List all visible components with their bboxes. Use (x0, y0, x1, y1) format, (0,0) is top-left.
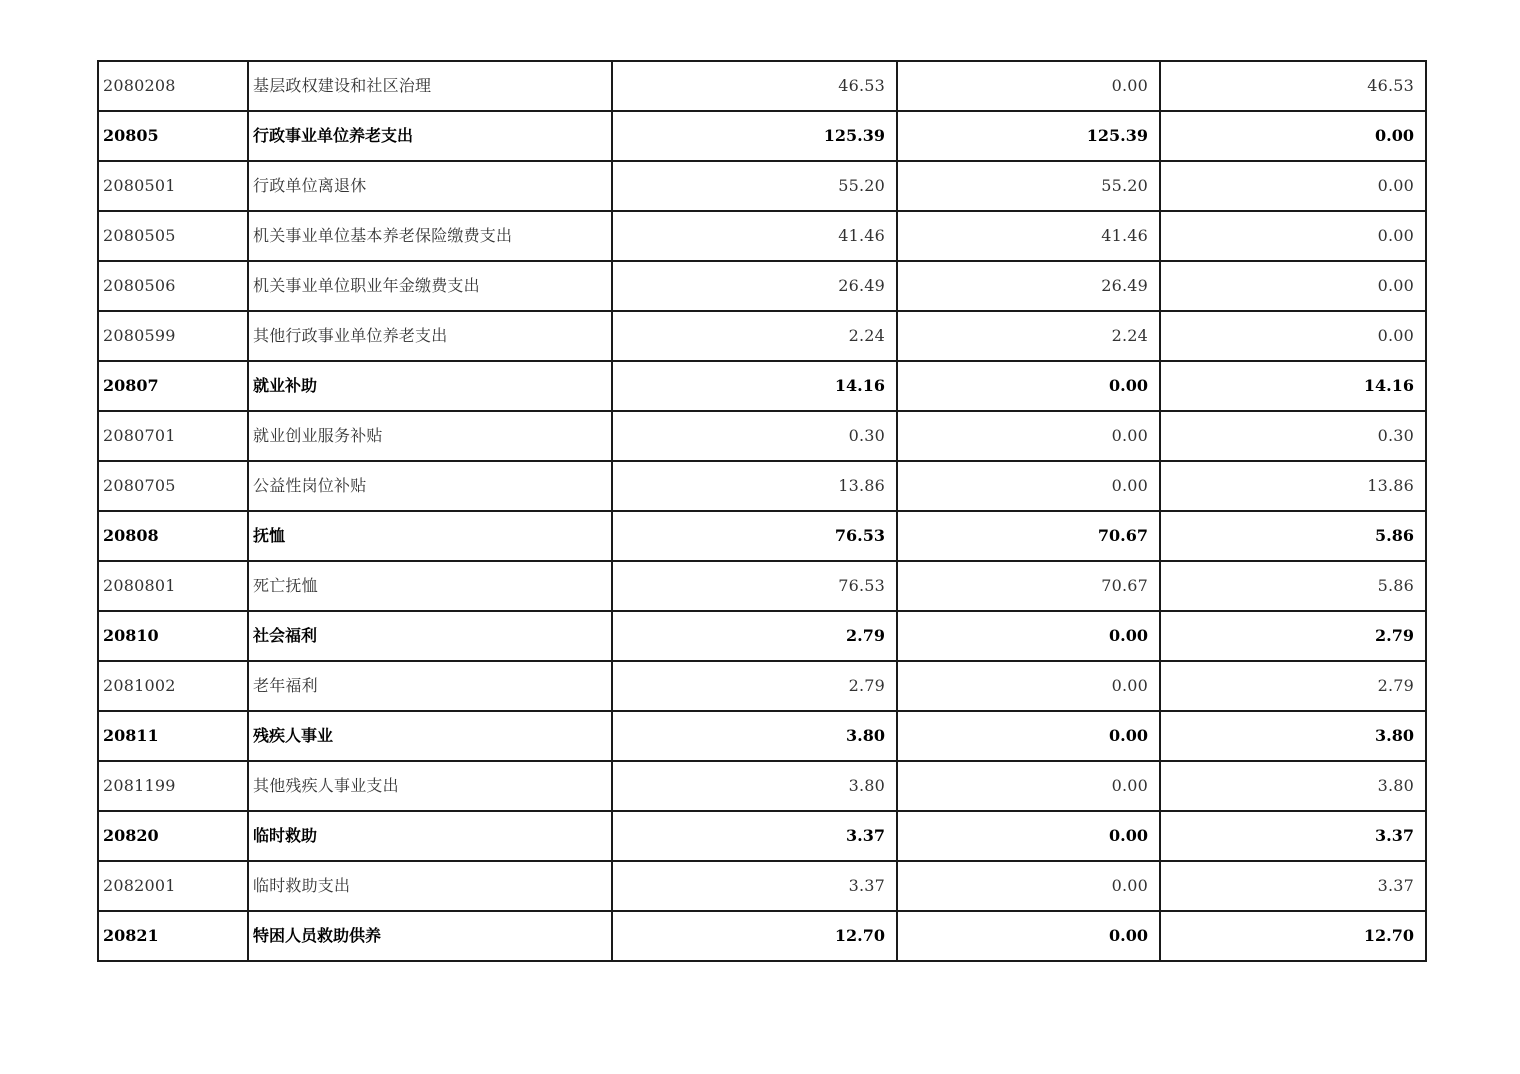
subject-name-cell: 其他行政事业单位养老支出 (248, 311, 612, 361)
subject-name-cell: 就业补助 (248, 361, 612, 411)
total-amount-cell: 2.79 (612, 611, 897, 661)
total-amount-cell: 14.16 (612, 361, 897, 411)
basic-expenditure-cell: 0.00 (897, 661, 1160, 711)
table-row-item (98, 61, 1426, 111)
project-expenditure-cell: 13.86 (1160, 461, 1426, 511)
project-expenditure-cell: 3.80 (1160, 711, 1426, 761)
subject-code-cell: 20810 (98, 611, 248, 661)
total-amount-cell: 46.53 (612, 61, 897, 111)
subject-code-cell: 20821 (98, 911, 248, 961)
basic-expenditure-cell: 0.00 (897, 611, 1160, 661)
project-expenditure-cell: 5.86 (1160, 511, 1426, 561)
subject-code-cell: 2080701 (98, 411, 248, 461)
subject-code-cell: 2080801 (98, 561, 248, 611)
basic-expenditure-cell: 55.20 (897, 161, 1160, 211)
subject-name-cell: 行政事业单位养老支出 (248, 111, 612, 161)
subject-code-cell: 20811 (98, 711, 248, 761)
total-amount-cell: 12.70 (612, 911, 897, 961)
subject-name-cell: 抚恤 (248, 511, 612, 561)
table-row-item (98, 861, 1426, 911)
subject-name-cell: 老年福利 (248, 661, 612, 711)
basic-expenditure-cell: 0.00 (897, 411, 1160, 461)
total-amount-cell: 76.53 (612, 511, 897, 561)
budget-expenditure-table (97, 60, 1427, 962)
subject-code-cell: 20805 (98, 111, 248, 161)
basic-expenditure-cell: 0.00 (897, 761, 1160, 811)
project-expenditure-cell: 3.80 (1160, 761, 1426, 811)
project-expenditure-cell: 0.00 (1160, 311, 1426, 361)
project-expenditure-cell: 0.00 (1160, 211, 1426, 261)
table-row-item (98, 161, 1426, 211)
subject-code-cell: 2080705 (98, 461, 248, 511)
subject-name-cell: 机关事业单位基本养老保险缴费支出 (248, 211, 612, 261)
total-amount-cell: 3.37 (612, 811, 897, 861)
subject-name-cell: 临时救助 (248, 811, 612, 861)
table-row-category (98, 511, 1426, 561)
subject-code-cell: 2080501 (98, 161, 248, 211)
table-body (98, 61, 1426, 961)
table-row-category (98, 611, 1426, 661)
basic-expenditure-cell: 0.00 (897, 711, 1160, 761)
table-row-item (98, 211, 1426, 261)
subject-name-cell: 基层政权建设和社区治理 (248, 61, 612, 111)
subject-code-cell: 2081002 (98, 661, 248, 711)
basic-expenditure-cell: 26.49 (897, 261, 1160, 311)
table-row-item (98, 261, 1426, 311)
table-row-category (98, 811, 1426, 861)
total-amount-cell: 3.80 (612, 711, 897, 761)
table-row-item (98, 661, 1426, 711)
total-amount-cell: 3.80 (612, 761, 897, 811)
project-expenditure-cell: 0.00 (1160, 111, 1426, 161)
total-amount-cell: 26.49 (612, 261, 897, 311)
project-expenditure-cell: 14.16 (1160, 361, 1426, 411)
total-amount-cell: 55.20 (612, 161, 897, 211)
subject-code-cell: 2081199 (98, 761, 248, 811)
subject-name-cell: 特困人员救助供养 (248, 911, 612, 961)
basic-expenditure-cell: 0.00 (897, 461, 1160, 511)
subject-name-cell: 死亡抚恤 (248, 561, 612, 611)
subject-code-cell: 2080208 (98, 61, 248, 111)
basic-expenditure-cell: 70.67 (897, 511, 1160, 561)
total-amount-cell: 2.24 (612, 311, 897, 361)
basic-expenditure-cell: 125.39 (897, 111, 1160, 161)
total-amount-cell: 2.79 (612, 661, 897, 711)
project-expenditure-cell: 3.37 (1160, 861, 1426, 911)
basic-expenditure-cell: 0.00 (897, 361, 1160, 411)
total-amount-cell: 76.53 (612, 561, 897, 611)
basic-expenditure-cell: 70.67 (897, 561, 1160, 611)
total-amount-cell: 125.39 (612, 111, 897, 161)
table-row-category (98, 361, 1426, 411)
subject-code-cell: 2080505 (98, 211, 248, 261)
table-row-item (98, 561, 1426, 611)
basic-expenditure-cell: 0.00 (897, 61, 1160, 111)
project-expenditure-cell: 5.86 (1160, 561, 1426, 611)
basic-expenditure-cell: 0.00 (897, 811, 1160, 861)
subject-code-cell: 20808 (98, 511, 248, 561)
subject-name-cell: 行政单位离退休 (248, 161, 612, 211)
subject-code-cell: 2080506 (98, 261, 248, 311)
subject-code-cell: 20820 (98, 811, 248, 861)
project-expenditure-cell: 0.00 (1160, 261, 1426, 311)
project-expenditure-cell: 3.37 (1160, 811, 1426, 861)
table-row-item (98, 761, 1426, 811)
subject-code-cell: 2082001 (98, 861, 248, 911)
total-amount-cell: 0.30 (612, 411, 897, 461)
total-amount-cell: 3.37 (612, 861, 897, 911)
table-row-item (98, 411, 1426, 461)
basic-expenditure-cell: 0.00 (897, 861, 1160, 911)
table-row-category (98, 911, 1426, 961)
total-amount-cell: 13.86 (612, 461, 897, 511)
subject-name-cell: 残疾人事业 (248, 711, 612, 761)
basic-expenditure-cell: 41.46 (897, 211, 1160, 261)
table-row-item (98, 311, 1426, 361)
subject-code-cell: 2080599 (98, 311, 248, 361)
project-expenditure-cell: 0.00 (1160, 161, 1426, 211)
subject-name-cell: 机关事业单位职业年金缴费支出 (248, 261, 612, 311)
table-row-category (98, 111, 1426, 161)
subject-name-cell: 临时救助支出 (248, 861, 612, 911)
project-expenditure-cell: 2.79 (1160, 611, 1426, 661)
subject-code-cell: 20807 (98, 361, 248, 411)
subject-name-cell: 其他残疾人事业支出 (248, 761, 612, 811)
table-row-category (98, 711, 1426, 761)
project-expenditure-cell: 0.30 (1160, 411, 1426, 461)
total-amount-cell: 41.46 (612, 211, 897, 261)
subject-name-cell: 公益性岗位补贴 (248, 461, 612, 511)
subject-name-cell: 社会福利 (248, 611, 612, 661)
project-expenditure-cell: 12.70 (1160, 911, 1426, 961)
basic-expenditure-cell: 2.24 (897, 311, 1160, 361)
table-row-item (98, 461, 1426, 511)
subject-name-cell: 就业创业服务补贴 (248, 411, 612, 461)
project-expenditure-cell: 2.79 (1160, 661, 1426, 711)
basic-expenditure-cell: 0.00 (897, 911, 1160, 961)
project-expenditure-cell: 46.53 (1160, 61, 1426, 111)
